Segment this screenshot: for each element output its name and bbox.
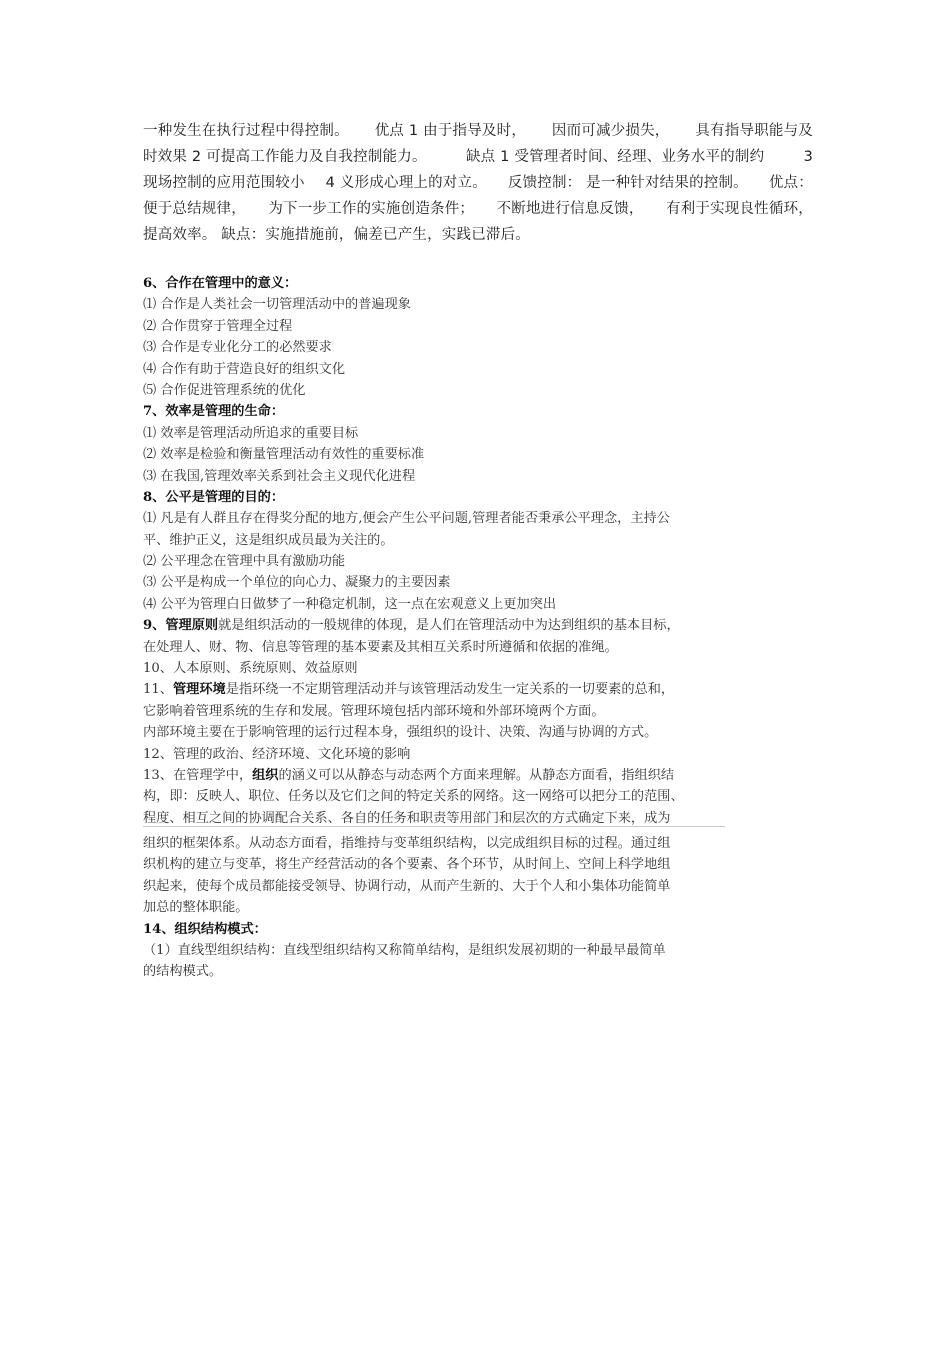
section-7-item: ⑴ 效率是管理活动所追求的重要目标 — [143, 425, 359, 441]
section-11-line: 它影响着管理系统的生存和发展。管理环境包括内部环境和外部环境两个方面。 — [143, 703, 605, 719]
section-11-prefix: 11、 — [143, 682, 173, 698]
section-8-heading: 8、公平是管理的目的： — [143, 489, 285, 505]
section-8-item: ⑷ 公平为管理白日做梦了一种稳定机制，这一点在宏观意义上更加突出 — [143, 596, 557, 612]
section-11-term: 管理环境 — [172, 682, 226, 698]
section-11-line: 内部环境主要在于影响管理的运行过程本身，强组织的设计、决策、沟通与协调的方式。 — [143, 725, 658, 741]
intro-paragraph — [143, 118, 813, 248]
section-13-line: 组织的框架体系。从动态方面看，指维持与变革组织结构，以完成组织目标的过程。通过组 — [143, 836, 671, 851]
section-11-line — [143, 679, 728, 700]
intro-segment: 优点： — [768, 175, 813, 191]
intro-segment: 现场控制的应用范围较小 — [143, 175, 305, 191]
scanned-block-upper — [143, 273, 728, 829]
section-9-line — [143, 615, 728, 636]
intro-line — [143, 196, 813, 222]
section-10-line: 10、人本原则、系统原则、效益原则 — [143, 661, 358, 677]
intro-segment: 为下一步工作的实施创造条件； — [268, 201, 475, 217]
intro-segment: 3 — [803, 149, 813, 165]
section-6-item: ⑸ 合作促进管理系统的优化 — [143, 382, 306, 398]
intro-segment: 有利于实现良性循环， — [665, 201, 813, 217]
section-13-line: 织机构的建立与变革，将生产经营活动的各个要素、各个环节，从时间上、空间上科学地组 — [143, 857, 671, 873]
section-9-text: 就是组织活动的一般规律的体现，是人们在管理活动中为达到组织的基本目标， — [218, 618, 680, 634]
intro-segment: 一种发生在执行过程中得控制。 — [143, 123, 349, 139]
section-14-heading: 14、组织结构模式： — [143, 921, 267, 937]
section-6-item: ⑷ 合作有助于营造良好的组织文化 — [143, 361, 346, 377]
section-6-item: ⑴ 合作是人类社会一切管理活动中的普遍现象 — [143, 297, 411, 313]
section-13-text: 的涵义可以从静态与动态两个方面来理解。从静态方面看，指组织结 — [278, 767, 675, 783]
section-6-heading: 6、合作在管理中的意义： — [143, 276, 298, 291]
intro-line — [143, 222, 813, 248]
page-divider — [143, 826, 725, 827]
intro-segment: 具有指导职能与及 — [695, 123, 813, 139]
section-7-heading: 7、效率是管理的生命： — [143, 404, 285, 420]
section-14-item: 的结构模式。 — [143, 964, 223, 980]
section-9-line: 在处理人、财、物、信息等管理的基本要素及其相互关系时所遵循和依据的准绳。 — [143, 639, 618, 655]
section-8-item: ⑴ 凡是有人群且存在得奖分配的地方,便会产生公平问题,管理者能否秉承公平理念，主持公 — [143, 511, 670, 527]
intro-line — [143, 170, 813, 196]
intro-segment: 不断地进行信息反馈， — [496, 201, 644, 217]
section-13-line: 程度、相互之间的协调配合关系、各自的任务和职责等用部门和层次的方式确定下来，成为 — [143, 810, 671, 826]
section-7-item: ⑶ 在我国,管理效率关系到社会主义现代化进程 — [143, 468, 416, 484]
section-13-line — [143, 765, 728, 786]
intro-segment: 便于总结规律， — [143, 201, 246, 217]
intro-segment: 优点 1 由于指导及时， — [374, 123, 527, 139]
intro-segment: 4 义形成心理上的对立。 — [325, 175, 487, 191]
section-13-line: 织起来，使每个成员都能接受领导、协调行动，从而产生新的、大于个人和小集体功能简单 — [143, 878, 671, 894]
section-8-item: ⑵ 公平理念在管理中具有激励功能 — [143, 554, 346, 570]
section-9-term: 9、管理原则 — [143, 618, 219, 634]
intro-segment: 因而可减少损失， — [551, 123, 670, 139]
section-6-item: ⑵ 合作贯穿于管理全过程 — [143, 318, 293, 334]
section-11-text: 是指环绕一不定期管理活动并与该管理活动发生一定关系的一切要素的总和， — [225, 682, 675, 698]
intro-line — [143, 118, 813, 144]
intro-segment: 时效果 2 可提高工作能力及自我控制能力。 — [143, 149, 427, 165]
section-14-item: （1）直线型组织结构：直线型组织结构又称简单结构，是组织发展初期的一种最早最简单 — [143, 942, 666, 958]
section-8-item: ⑶ 公平是构成一个单位的向心力、凝聚力的主要因素 — [143, 575, 451, 591]
intro-segment: 反馈控制： 是一种针对结果的控制。 — [507, 175, 748, 191]
intro-segment: 提高效率。 缺点：实施措施前，偏差已产生，实践已滞后。 — [143, 227, 531, 243]
intro-segment: 缺点 1 受管理者时间、经理、业务水平的制约 — [465, 149, 765, 165]
section-7-item: ⑵ 效率是检验和衡量管理活动有效性的重要标准 — [143, 447, 425, 463]
section-13-line: 加总的整体职能。 — [143, 900, 249, 916]
section-6-item: ⑶ 合作是专业化分工的必然要求 — [143, 340, 332, 356]
section-8-item: 平、维护正义，这是组织成员最为关注的。 — [143, 532, 394, 548]
section-13-line: 构，即：反映人、职位、任务以及它们之间的特定关系的网络。这一网络可以把分工的范围、 — [143, 789, 684, 805]
section-13-prefix: 13、在管理学中， — [143, 767, 253, 783]
intro-line — [143, 144, 813, 170]
section-12-line: 12、管理的政治、经济环境、文化环境的影响 — [143, 746, 411, 762]
scanned-block-lower — [143, 833, 728, 983]
section-13-term: 组织 — [252, 767, 279, 783]
